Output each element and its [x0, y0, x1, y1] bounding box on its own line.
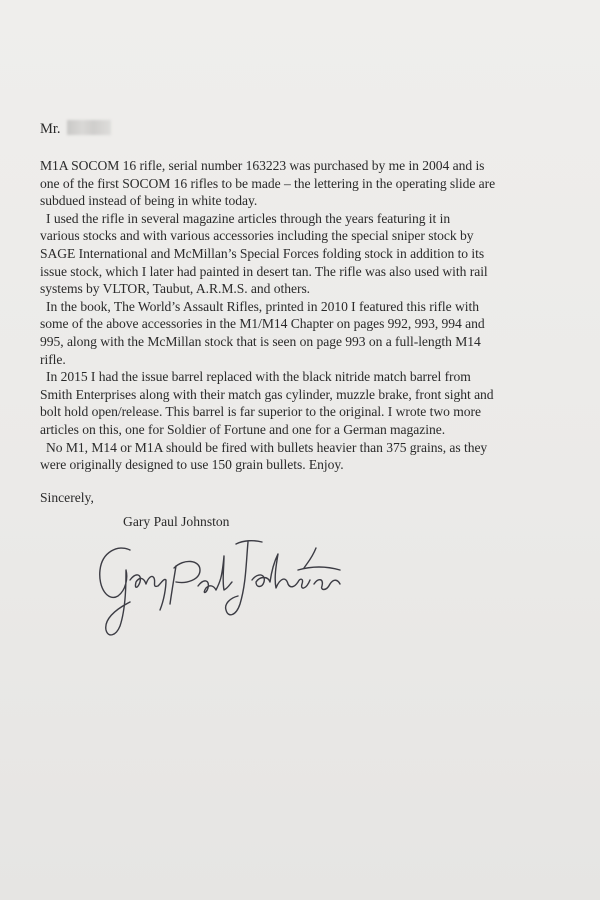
body-line: SAGE International and McMillan’s Special Forces folding stock in addition to its: [40, 245, 485, 261]
salutation: [40, 120, 111, 138]
body-line: various stocks and with various accessories including the special sniper stock by: [40, 228, 474, 244]
author-name: Gary Paul Johnston: [123, 514, 230, 529]
closing: Sincerely,: [40, 490, 94, 505]
body-line: I used the rifle in several magazine articles through the years featuring it in: [46, 210, 451, 226]
body-line: rifle.: [40, 351, 66, 367]
body-line: were originally designed to use 150 grain bullets. Enjoy.: [40, 457, 344, 473]
salutation-text: Mr.: [40, 121, 61, 137]
body-line: systems by VLTOR, Taubut, A.R.M.S. and others.: [40, 281, 311, 297]
body-line: subdued instead of being in white today.: [40, 193, 258, 209]
body-line: No M1, M14 or M1A should be fired with bullets heavier than 375 grains, as they: [46, 439, 488, 455]
letter-body: [40, 157, 585, 474]
body-line: 995, along with the McMillan stock that is seen on page 993 on a full-length M14: [40, 333, 481, 349]
handwritten-signature: [90, 518, 350, 648]
body-line: some of the above accessories in the M1/M14 Chapter on pages 992, 993, 994 and: [40, 316, 485, 332]
body-line: issue stock, which I later had painted in desert tan. The rifle was also used with rail: [40, 263, 488, 279]
body-line: Smith Enterprises along with their match gas cylinder, muzzle brake, front sight and: [40, 386, 494, 402]
body-line: In the book, The World’s Assault Rifles, printed in 2010 I featured this rifle with: [46, 298, 479, 314]
body-line: M1A SOCOM 16 rifle, serial number 163223 was purchased by me in 2004 and is: [40, 158, 485, 173]
body-line: one of the first SOCOM 16 rifles to be made – the lettering in the operating slide are: [40, 175, 496, 191]
body-line: In 2015 I had the issue barrel replaced with the black nitride match barrel from: [46, 369, 471, 385]
redacted-name: [67, 120, 111, 135]
body-line: bolt hold open/release. This barrel is far superior to the original. I wrote two more: [40, 404, 481, 420]
body-line: articles on this, one for Soldier of Fortune and one for a German magazine.: [40, 421, 446, 437]
